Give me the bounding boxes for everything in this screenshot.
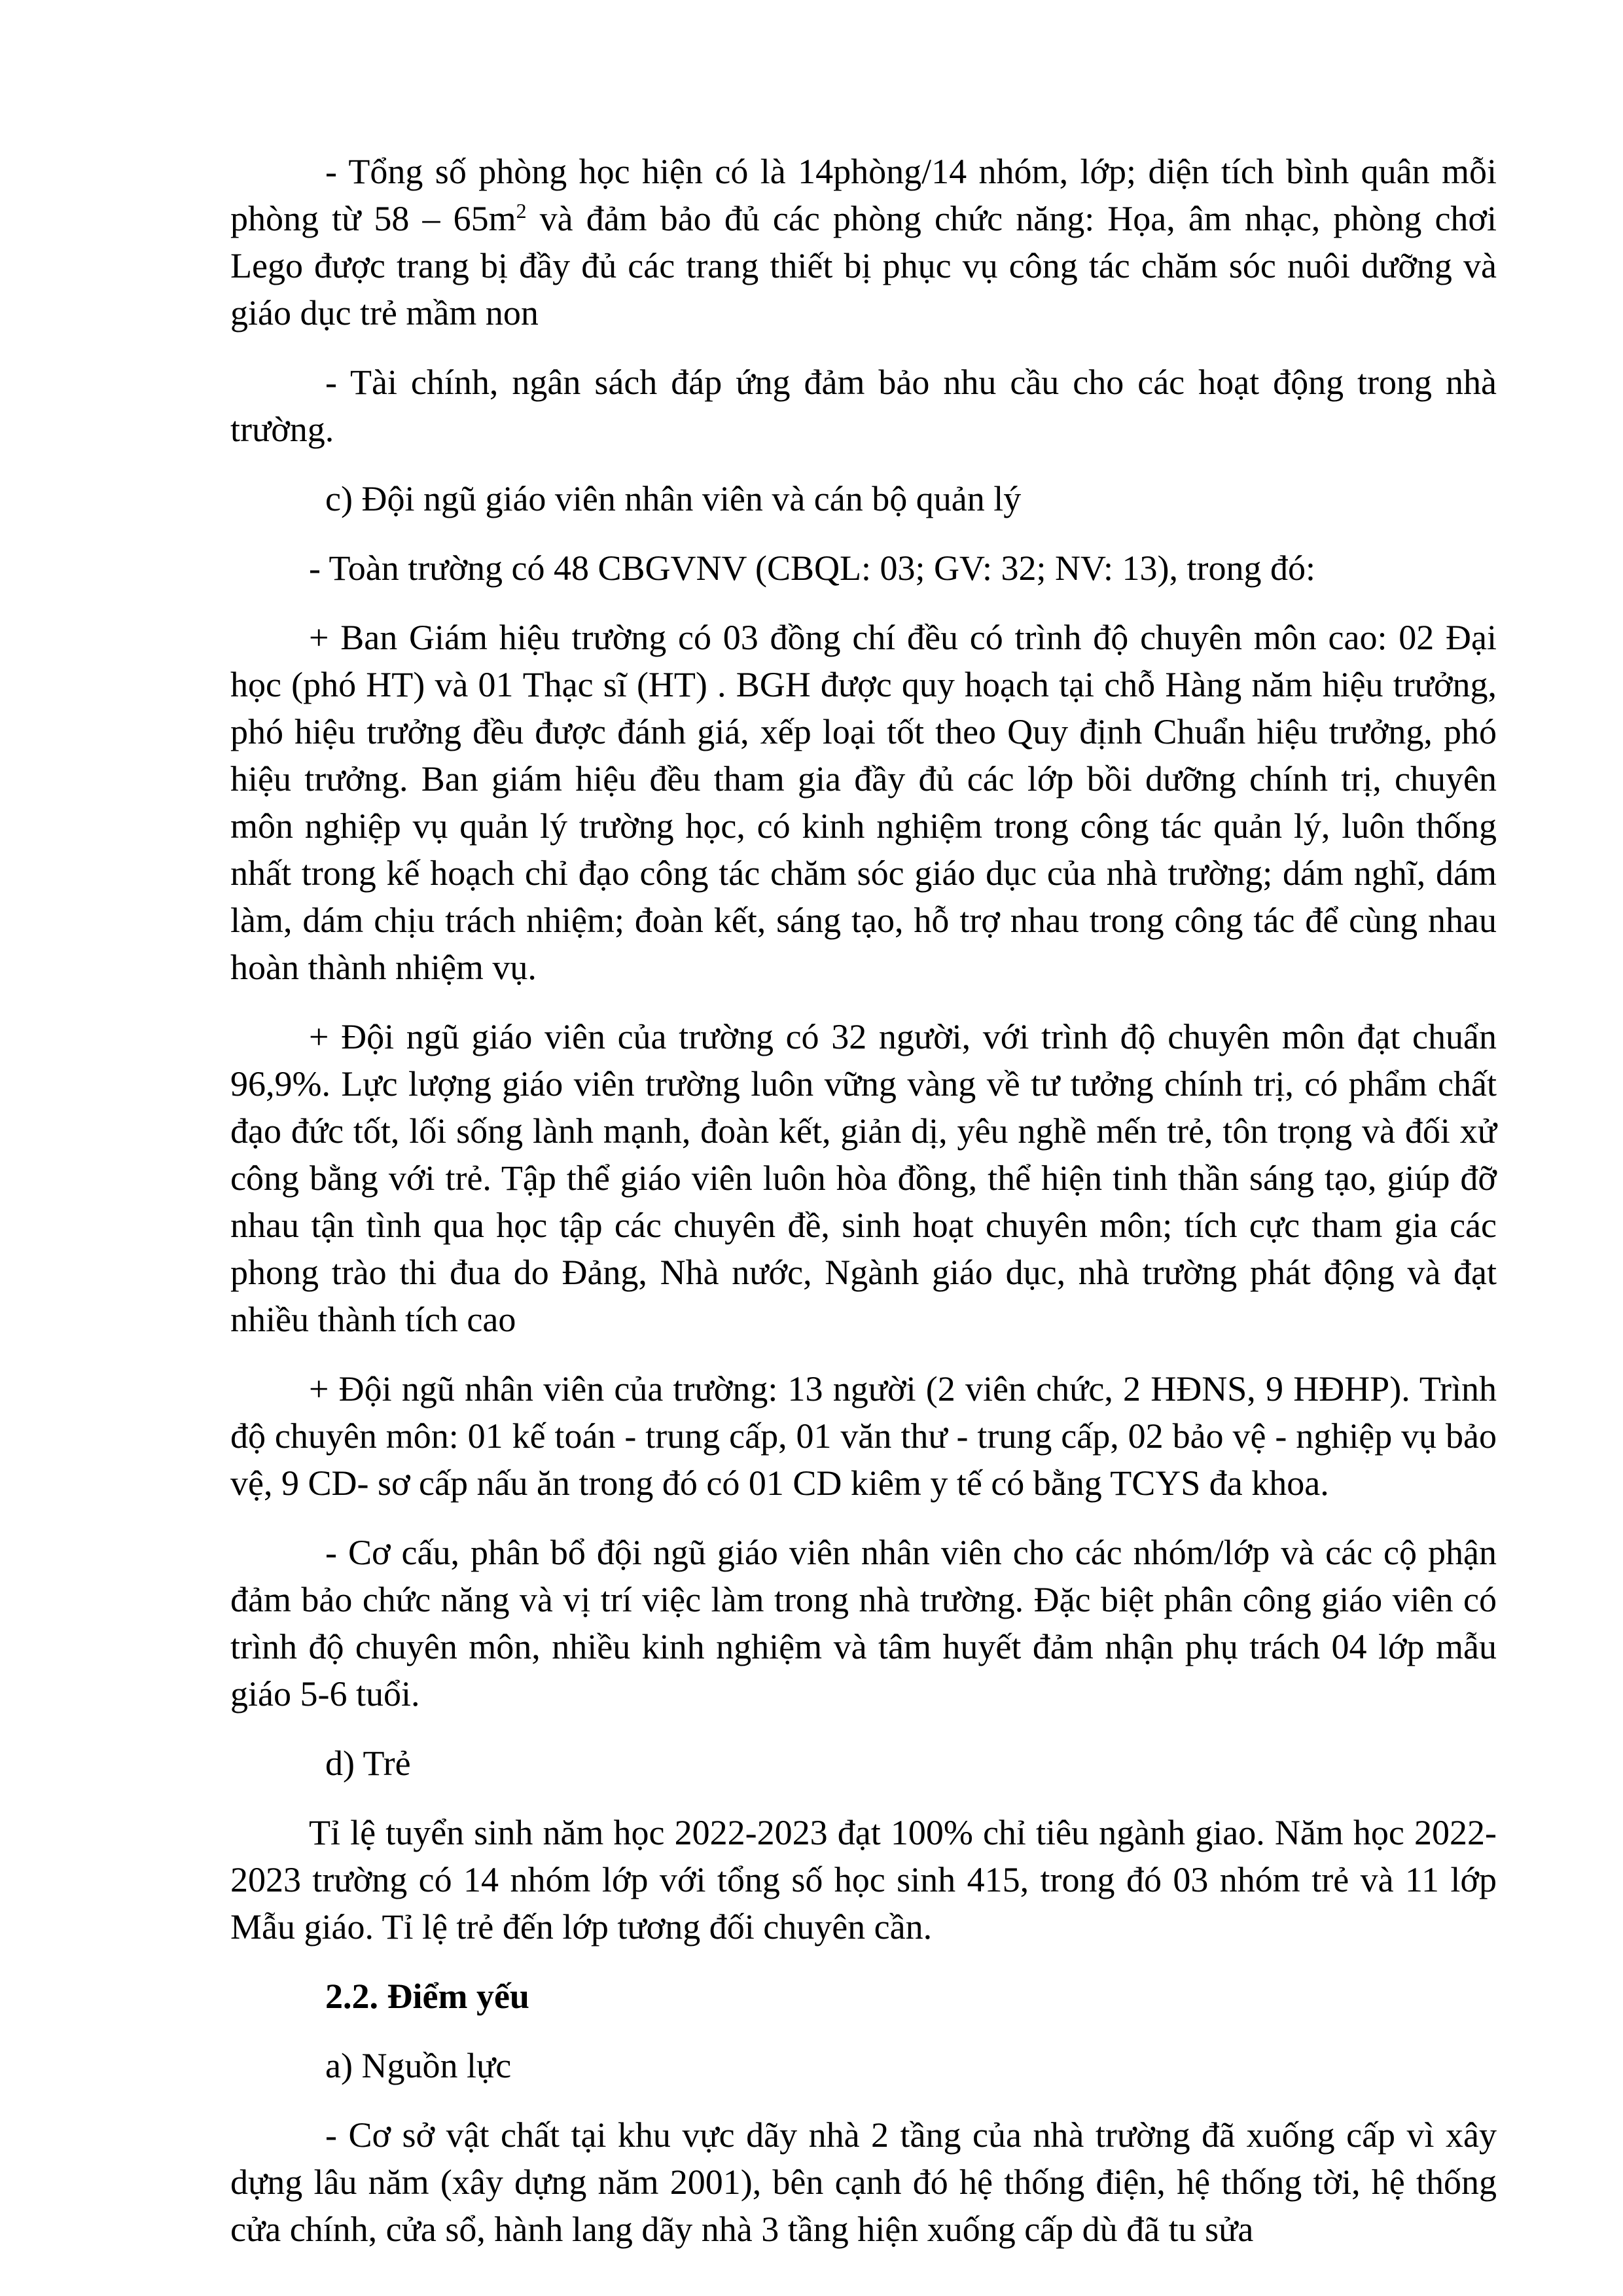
paragraph-board: + Ban Giám hiệu trường có 03 đồng chí đều có trình độ chuyên môn cao: 02 Đại học (phó HT) và 01 Thạc sĩ (HT) . BGH được quy hoạch tại chỗ Hàng năm hiệu trưởng, phó hiệu trưởng đều được đánh giá, xếp loại tốt theo Quy định Chuẩn hiệu trưởng, phó hiệu trưởng. Ban giám hiệu đều tham gia đầy đủ các lớp bồi dưỡng chính trị, chuyên môn nghiệp vụ quản lý trường học, có kinh nghiệm trong công tác quản lý, luôn thống nhất trong kế hoạch chỉ đạo công tác chăm sóc giáo dục của nhà trường; dám nghĩ, dám làm, dám chịu trách nhiệm; đoàn kết, sáng tạo, hỗ trợ nhau trong công tác để cùng nhau hoàn thành nhiệm vụ. [230, 618, 1497, 987]
document-page [230, 148, 1497, 2275]
section-heading-weaknesses: 2.2. Điểm yếu [325, 1977, 529, 2016]
paragraph-finance: - Tài chính, ngân sách đáp ứng đảm bảo nhu cầu cho các hoạt động trong nhà trường. [230, 363, 1497, 449]
paragraph-classrooms-text-a: - Tổng số phòng học hiện có là 14phòng/14 nhóm, lớp; diện tích bình quân mỗi phòng từ 58 – 65m [230, 152, 1497, 238]
subheading-resources: a) Nguồn lực [325, 2046, 512, 2085]
subheading-children: d) Trẻ [325, 1744, 411, 1783]
paragraph-enrollment: Tỉ lệ tuyển sinh năm học 2022-2023 đạt 100% chỉ tiêu ngành giao. Năm học 2022-2023 trường có 14 nhóm lớp với tổng số học sinh 415, trong đó 03 nhóm trẻ và 11 lớp Mẫu giáo. Tỉ lệ trẻ đến lớp tương đối chuyên cần. [230, 1813, 1497, 1946]
superscript-squared: 2 [516, 199, 527, 223]
subheading-staff: c) Đội ngũ giáo viên nhân viên và cán bộ quản lý [325, 479, 1022, 518]
paragraph-structure: - Cơ cấu, phân bổ đội ngũ giáo viên nhân viên cho các nhóm/lớp và các cộ phận đảm bảo chức năng và vị trí việc làm trong nhà trường. Đặc biệt phân công giáo viên có trình độ chuyên môn, nhiều kinh nghiệm và tâm huyết đảm nhận phụ trách 04 lớp mẫu giáo 5-6 tuổi. [230, 1533, 1497, 1713]
paragraph-classrooms-text-b: và đảm bảo đủ các phòng chức năng: Họa, âm nhạc, phòng chơi Lego được trang bị đầy đủ các trang thiết bị phục vụ công tác chăm sóc nuôi dưỡng và giáo dục trẻ mầm non [230, 199, 1497, 332]
paragraph-staff-total: - Toàn trường có 48 CBGVNV (CBQL: 03; GV: 32; NV: 13), trong đó: [309, 548, 1315, 588]
paragraph-employees: + Đội ngũ nhân viên của trường: 13 người (2 viên chức, 2 HĐNS, 9 HĐHP). Trình độ chuyên môn: 01 kế toán - trung cấp, 01 văn thư - trung cấp, 02 bảo vệ - nghiệp vụ bảo vệ, 9 CD- sơ cấp nấu ăn trong đó có 01 CD kiêm y tế có bằng TCYS đa khoa. [230, 1369, 1497, 1503]
paragraph-classrooms [230, 148, 1497, 336]
paragraph-teachers: + Đội ngũ giáo viên của trường có 32 người, với trình độ chuyên môn đạt chuẩn 96,9%. Lực lượng giáo viên trường luôn vững vàng về tư tưởng chính trị, có phẩm chất đạo đức tốt, lối sống lành mạnh, đoàn kết, giản dị, yêu nghề mến trẻ, tôn trọng và đối xử công bằng với trẻ. Tập thể giáo viên luôn hòa đồng, thể hiện tinh thần sáng tạo, giúp đỡ nhau tận tình qua học tập các chuyên đề, sinh hoạt chuyên môn; tích cực tham gia các phong trào thi đua do Đảng, Nhà nước, Ngành giáo dục, nhà trường phát động và đạt nhiều thành tích cao [230, 1017, 1497, 1339]
paragraph-facilities: - Cơ sở vật chất tại khu vực dãy nhà 2 tầng của nhà trường đã xuống cấp vì xây dựng lâu năm (xây dựng năm 2001), bên cạnh đó hệ thống điện, hệ thống tời, hệ thống cửa chính, cửa sổ, hành lang dãy nhà 3 tầng hiện xuống cấp dù đã tu sửa [230, 2115, 1497, 2249]
